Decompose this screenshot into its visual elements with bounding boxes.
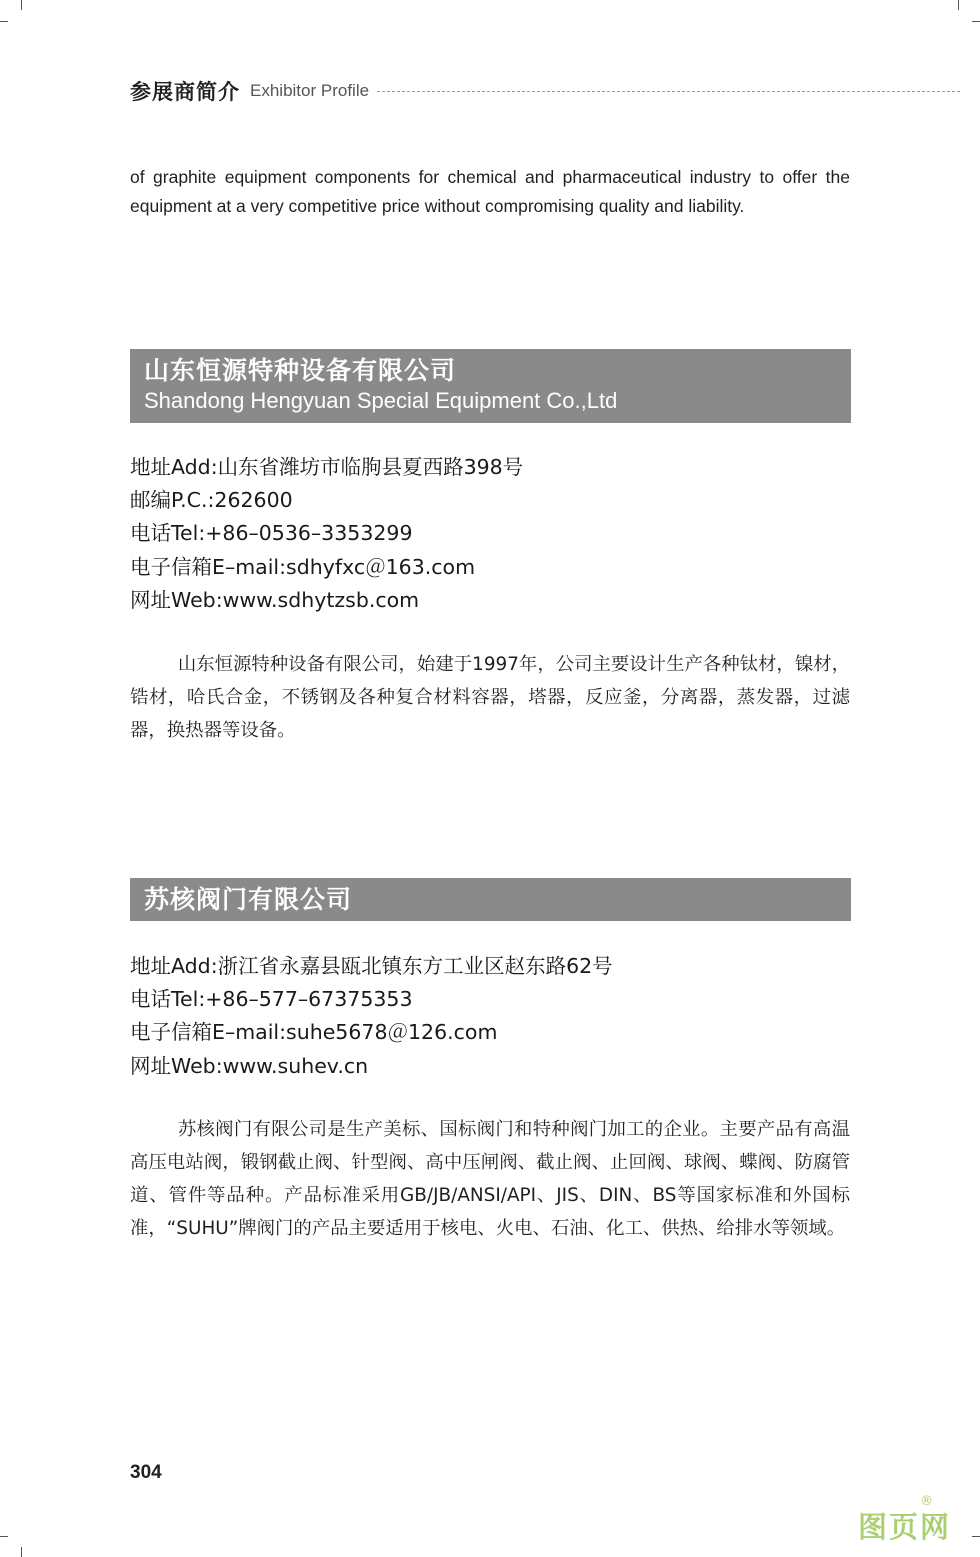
contact-web: 网址Web:www.suhev.cn xyxy=(130,1053,369,1078)
company-name-cn: 山东恒源特种设备有限公司 xyxy=(144,356,457,385)
watermark-logo: 图页网 xyxy=(858,1510,952,1544)
header-title-cn: 参展商简介 xyxy=(130,80,240,104)
contact-email: 电子信箱E–mail:sdhyfxc＠163.com xyxy=(130,554,476,579)
contact-web: 网址Web:www.sdhytzsb.com xyxy=(130,587,420,612)
company-title-bar-suhe xyxy=(130,878,851,921)
contact-postcode: 邮编P.C.:262600 xyxy=(130,488,293,513)
company-description-suhe: 苏核阀门有限公司是生产美标、国标阀门和特种阀门加工的企业。主要产品有高温高压电站阀，锻钢截止阀、针型阀、高中压闸阀、截止阀、止回阀、球阀、蝶阀、防腐管道、管件等品种。产品标准采用GB/JB/ANSI/API、JIS、DIN、BS等国家标准和外国标准，“SUHU”牌阀门的产品主要适用于核电、火电、石油、化工、供热、给排水等领域。 xyxy=(130,1119,850,1239)
header-title-en: Exhibitor Profile xyxy=(250,81,370,100)
contact-list-suhe xyxy=(130,950,613,1083)
registered-mark: ® xyxy=(920,1494,933,1509)
crop-mark-top-right xyxy=(958,0,959,10)
company-name-en: Shandong Hengyuan Special Equipment Co.,Ltd xyxy=(144,388,618,413)
contact-tel: 电话Tel:+86–0536–3353299 xyxy=(130,521,413,546)
crop-mark-top-left-h xyxy=(0,21,8,22)
crop-mark-bottom-right-h xyxy=(972,1536,980,1537)
contact-list-hengyuan xyxy=(130,451,523,617)
crop-mark-top-left xyxy=(21,0,22,10)
contact-email: 电子信箱E–mail:suhe5678＠126.com xyxy=(130,1020,498,1045)
crop-mark-bottom-left-h xyxy=(0,1536,8,1537)
continued-intro-paragraph: of graphite equipment components for chemical and pharmaceutical industry to offer the equipment at a very competitive price without compromising quality and liability. xyxy=(130,167,850,216)
crop-mark-bottom-left xyxy=(21,1547,22,1557)
company-title-bar-hengyuan xyxy=(130,349,851,423)
company-name-cn: 苏核阀门有限公司 xyxy=(144,885,353,914)
header-dashed-rule xyxy=(377,91,960,92)
page-number: 304 xyxy=(130,1462,162,1483)
contact-address: 地址Add:山东省潍坊市临朐县夏西路398号 xyxy=(130,455,524,479)
section-header xyxy=(130,76,960,106)
crop-mark-top-right-h xyxy=(972,21,980,22)
contact-tel: 电话Tel:+86–577–67375353 xyxy=(130,987,413,1012)
company-description-hengyuan: 山东恒源特种设备有限公司，始建于1997年，公司主要设计生产各种钛材，镍材，锆材，哈氏合金，不锈钢及各种复合材料容器，塔器，反应釜，分离器，蒸发器，过滤器，换热器等设备。 xyxy=(130,654,850,741)
contact-address: 地址Add:浙江省永嘉县瓯北镇东方工业区赵东路62号 xyxy=(130,954,613,978)
